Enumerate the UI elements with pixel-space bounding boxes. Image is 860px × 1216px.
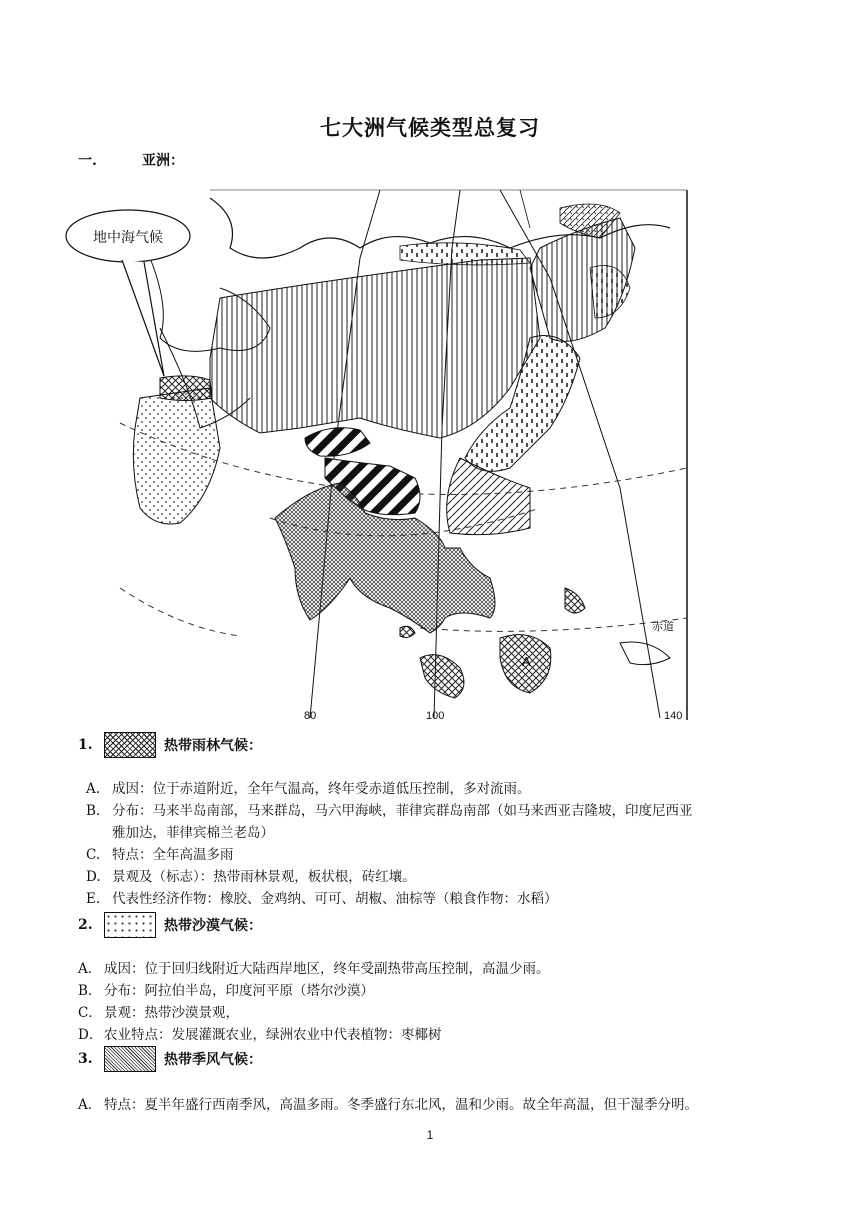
desert-details — [78, 958, 550, 1046]
section-label: 亚洲： — [142, 153, 184, 169]
list-item: A． 特点：夏半年盛行西南季风，高温多雨。冬季盛行东北风，温和少雨。故全年高温，但干湿季分明。 — [78, 1097, 698, 1113]
list-item: A. 成因：位于赤道附近，全年气温高，终年受赤道低压控制，多对流雨。 — [86, 781, 531, 797]
list-item: C． 景观：热带沙漠景观， — [78, 1005, 239, 1021]
list-item: D. 景观及（标志）：热带雨林景观，板状根，砖红壤。 — [86, 869, 416, 885]
list-item: A． 成因：位于回归线附近大陆西岸地区，终年受副热带高压控制，高温少雨。 — [78, 961, 550, 977]
climate-heading-desert — [78, 912, 262, 938]
climate-name: 热带季风气候： — [164, 1052, 262, 1068]
list-item: 雅加达，菲律宾棉兰老岛） — [112, 825, 274, 841]
fine-crosshatch-legend-icon — [104, 1046, 156, 1072]
monsoon-details — [78, 1094, 698, 1116]
climate-heading-monsoon — [78, 1046, 262, 1072]
page-number: 1 — [426, 1128, 434, 1142]
climate-name: 热带沙漠气候： — [164, 918, 262, 934]
lon-label-140: 140 — [664, 710, 683, 720]
list-item: C. 特点：全年高温多雨 — [86, 847, 234, 863]
rainforest-details — [86, 778, 693, 910]
point-a-label: A — [522, 654, 531, 669]
page-title: 七大洲气候类型总复习 — [320, 116, 540, 140]
lon-label-100: 100 — [426, 710, 445, 720]
climate-heading-rainforest — [78, 732, 262, 758]
section-heading — [78, 150, 184, 170]
list-item: B. 分布：马来半岛南部，马来群岛，马六甲海峡，菲律宾群岛南部（如马来西亚吉隆坡，印度尼西亚 — [86, 803, 693, 819]
climate-number: 2. — [78, 917, 93, 933]
section-number: 一. — [78, 153, 97, 169]
climate-name: 热带雨林气候： — [164, 738, 262, 754]
climate-number: 1. — [78, 737, 93, 753]
crosshatch-legend-icon — [104, 732, 156, 758]
climate-number: 3. — [78, 1051, 93, 1067]
callout-label: 地中海气候 — [93, 230, 163, 246]
list-item: E. 代表性经济作物：橡胶、金鸡纳、可可、胡椒、油棕等（粮食作物：水稻） — [86, 891, 558, 907]
list-item: D． 农业特点：发展灌溉农业，绿洲农业中代表植物：枣椰树 — [78, 1027, 442, 1043]
equator-label: 赤道 — [652, 620, 674, 633]
asia-climate-map — [60, 188, 700, 720]
dots-legend-icon — [104, 912, 156, 938]
lon-label-80: 80 — [304, 710, 317, 720]
list-item: B． 分布：阿拉伯半岛，印度河平原（塔尔沙漠） — [78, 983, 374, 999]
